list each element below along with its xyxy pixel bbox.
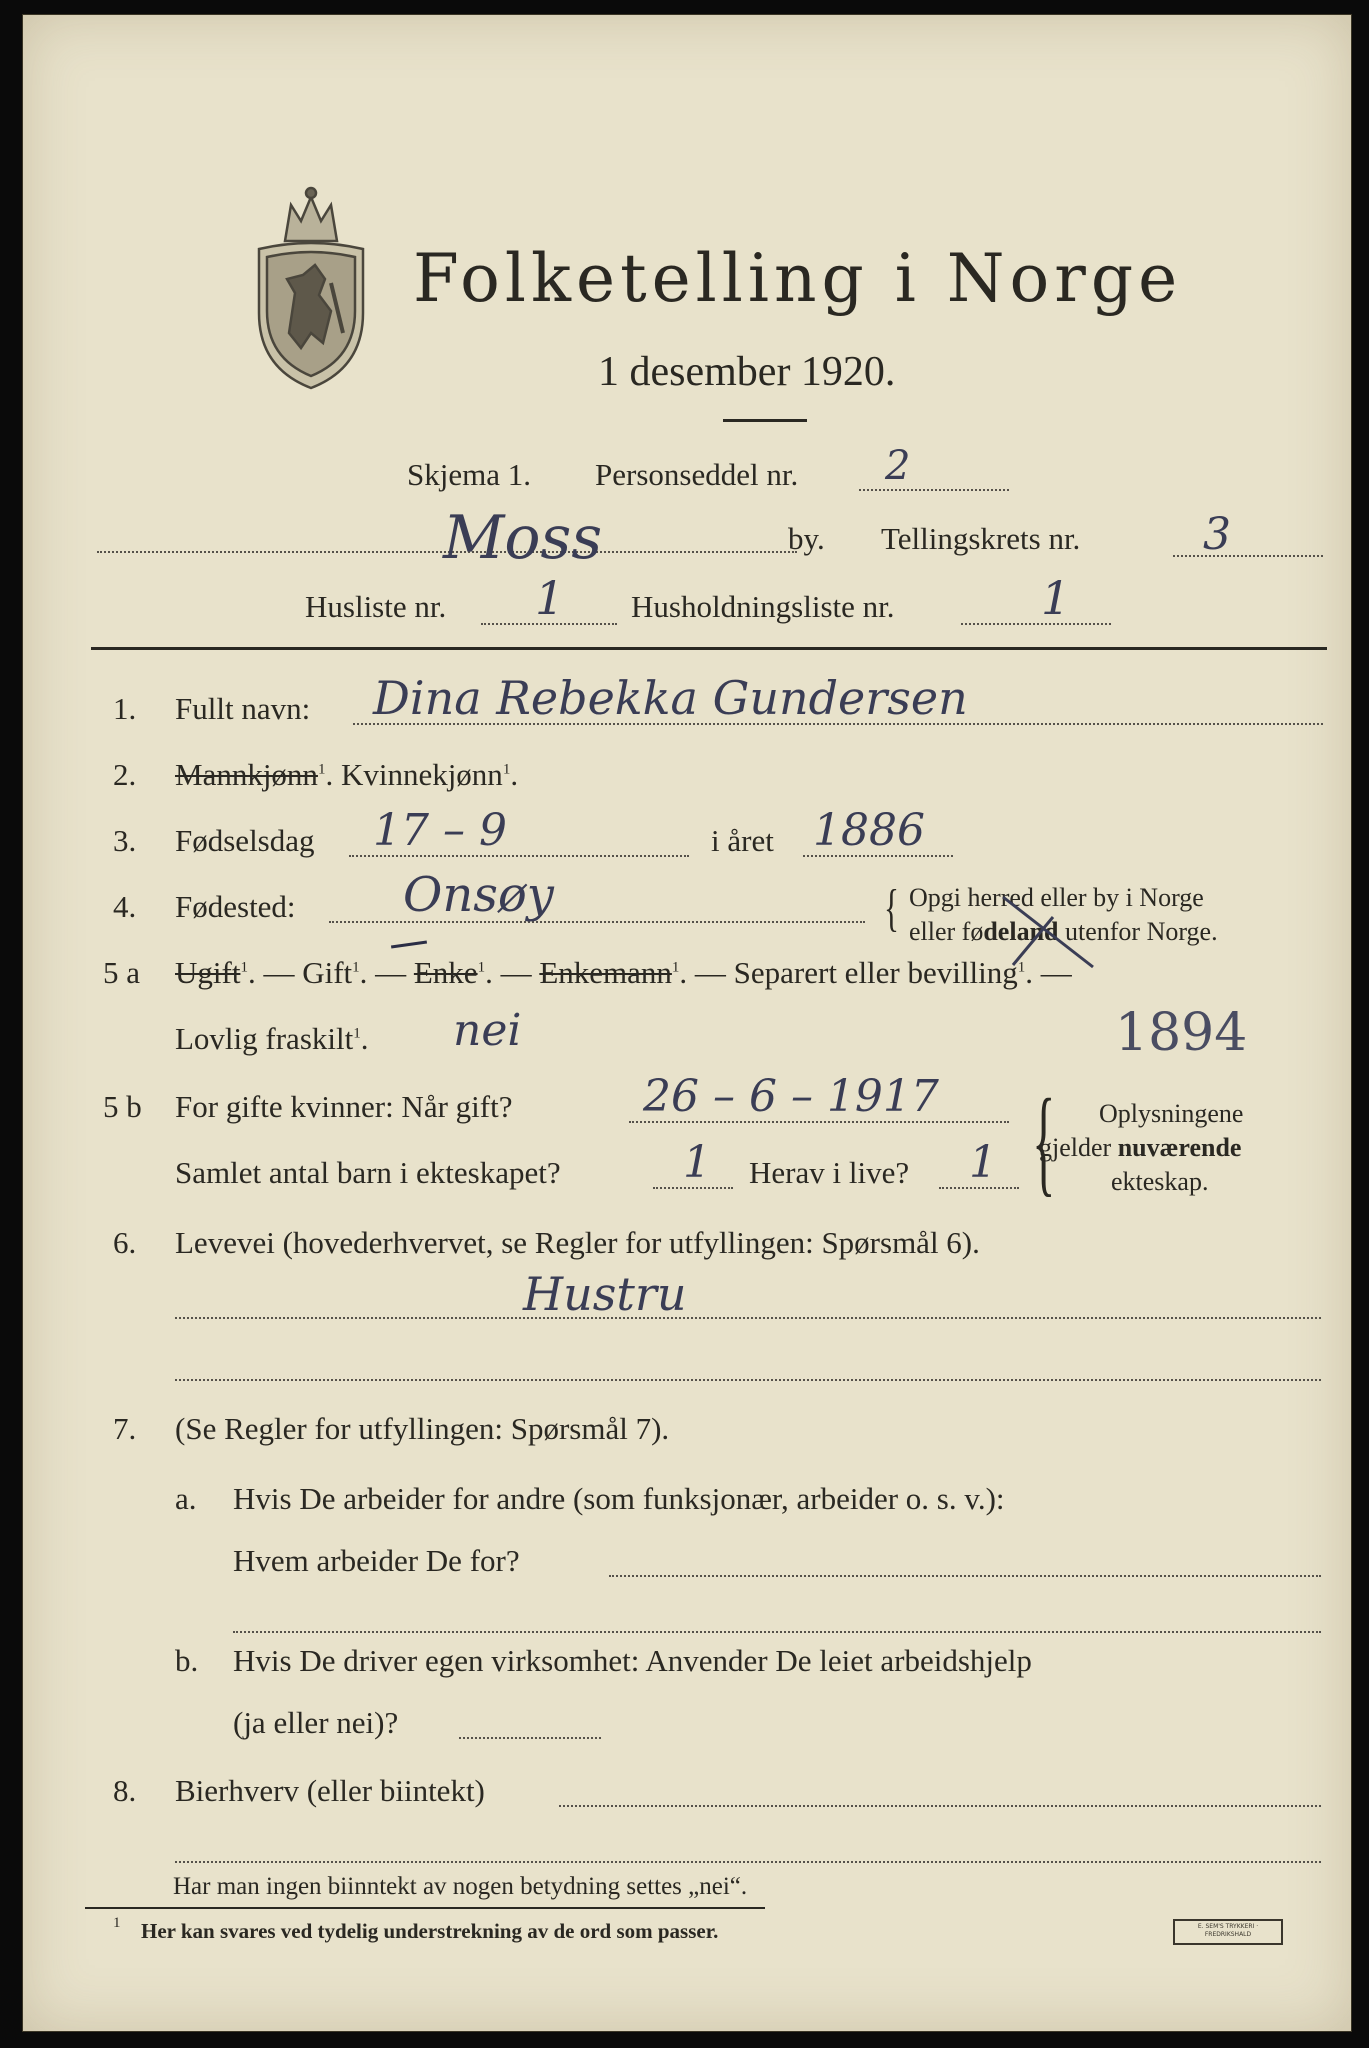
option-kvinnekjonn: Kvinnekjønn [340, 757, 503, 792]
footnote-ref: 1 [352, 959, 360, 976]
q5b-barn-label: Samlet antal barn i ekteskapet? [175, 1155, 561, 1190]
dash: — [375, 955, 407, 990]
norway-coat-of-arms-icon [245, 183, 377, 393]
footnote-ref: 1 [317, 761, 326, 778]
note-text: eller fø [909, 917, 984, 946]
nei-note: Har man ingen biinntekt av nogen betydning settes „nei“. [173, 1873, 748, 1900]
q2-line [175, 757, 518, 793]
footnote-ref: 1 [671, 959, 680, 976]
q5b-barn-value: 1 [683, 1137, 711, 1188]
q6-number: 6. [113, 1225, 137, 1260]
q7b-dotline [459, 1737, 601, 1739]
town-value: Moss [443, 503, 603, 573]
tellingskrets-label: Tellingskrets nr. [881, 521, 1081, 556]
personseddel-label: Personseddel nr. [595, 457, 799, 492]
q4-brace: { [883, 880, 899, 937]
dash: — [1040, 955, 1072, 990]
footnote-text: Her kan svares ved tydelig understrekning av de ord som passer. [141, 1919, 719, 1943]
tellingskrets-value: 3 [1203, 509, 1231, 560]
q3-value: 17 – 9 [373, 805, 507, 856]
option-mannkjonn: Mannkjønn [175, 757, 318, 792]
census-date: 1 desember 1920. [598, 349, 896, 395]
footnote-ref: 1 [240, 959, 248, 976]
q7b-letter: b. [175, 1643, 199, 1678]
husliste-label: Husliste nr. [305, 589, 447, 624]
note-bold-text: nuværende [1117, 1133, 1242, 1162]
q5b-note-line3: ekteskap. [1111, 1167, 1209, 1196]
title-divider [723, 419, 807, 422]
q5a-line: Ugift$^1$. — Gift$^1$. — Enke$^1$. — Enkemann$^1$. — Separert eller bevilling$^1$. — [175, 955, 1072, 990]
q8-label: Bierhverv (eller biintekt) [175, 1773, 485, 1808]
q6-dotline-2 [175, 1379, 1321, 1381]
q4-label: Fødested: [175, 889, 296, 924]
footnote-ref: 1 [502, 761, 511, 778]
q1-value: Dina Rebekka Gundersen [373, 671, 968, 725]
note-bold-text: deland [983, 917, 1059, 946]
gift-underline-mark [391, 941, 427, 949]
q4-number: 4. [113, 889, 137, 924]
fraskilt-value: nei [453, 1005, 522, 1056]
dash: — [694, 955, 726, 990]
dash: — [500, 955, 532, 990]
footnote-ref: 1 [477, 959, 486, 976]
q3-label: Fødselsdag [175, 823, 315, 858]
personseddel-value: 2 [885, 443, 911, 489]
option-separert: Separert eller bevilling [733, 955, 1018, 990]
husholdning-label: Husholdningsliste nr. [631, 589, 895, 624]
q5b-note-line1: Oplysningene [1099, 1099, 1244, 1128]
footnote-ref: 1 [353, 1025, 361, 1042]
q1-label: Fullt navn: [175, 691, 311, 726]
q7a-dotline-2 [233, 1631, 1321, 1633]
option-enke: Enke [413, 955, 478, 990]
q5b-live-value: 1 [969, 1137, 997, 1188]
q5b-live-label: Herav i live? [749, 1155, 910, 1190]
q7b-text2: (ja eller nei)? [233, 1705, 399, 1740]
q8-number: 8. [113, 1773, 137, 1808]
footnote-rule [85, 1907, 765, 1909]
header-rule [91, 647, 1327, 650]
q4-value: Onsøy [403, 867, 554, 923]
q8-dotline-2 [175, 1861, 1321, 1863]
q7a-text2: Hvem arbeider De for? [233, 1543, 520, 1578]
note-text: gjelder [1039, 1133, 1118, 1162]
q6-value: Hustru [523, 1267, 687, 1321]
year-annotation: 1894 [1115, 1003, 1248, 1063]
separator: . [325, 757, 334, 792]
by-label: by. [788, 521, 825, 556]
q7b-text: Hvis De driver egen virksomhet: Anvender De leiet arbeidshjelp [233, 1643, 1032, 1678]
printer-stamp [1173, 1919, 1283, 1945]
q5a-number: 5 a [103, 955, 141, 990]
q5b-gift-value: 26 – 6 – 1917 [643, 1071, 939, 1122]
personseddel-dotline [859, 489, 1009, 491]
q5b-note-line2 [1039, 1133, 1241, 1163]
q3-year-label: i året [711, 823, 774, 858]
q4-note-line1: Opgi herred eller by i Norge [909, 883, 1204, 912]
husliste-value: 1 [535, 571, 565, 625]
q7-number: 7. [113, 1411, 137, 1446]
q7-label: (Se Regler for utfyllingen: Spørsmål 7). [175, 1411, 670, 1446]
skjema-label: Skjema 1. [407, 457, 531, 492]
q1-number: 1. [113, 691, 137, 726]
note-text: utenfor Norge. [1058, 917, 1218, 946]
q6-label: Levevei (hovederhvervet, se Regler for utfyllingen: Spørsmål 6). [175, 1225, 980, 1260]
q5b-brace: { [1032, 1074, 1056, 1207]
q6-dotline-1 [175, 1317, 1321, 1319]
q5b-number: 5 b [103, 1089, 142, 1124]
q5b-label: For gifte kvinner: Når gift? [175, 1089, 513, 1124]
q5a-fraskilt: Lovlig fraskilt$^1$. [175, 1021, 369, 1056]
q2-number: 2. [113, 757, 137, 792]
option-enkemann: Enkemann [539, 955, 672, 990]
option-ugift: Ugift [175, 955, 241, 990]
separator: . [510, 757, 519, 792]
census-form [22, 14, 1352, 2032]
q7a-dotline-1 [609, 1575, 1321, 1577]
husholdning-value: 1 [1041, 571, 1071, 625]
tellingskrets-dotline [1173, 555, 1323, 557]
q7a-letter: a. [175, 1481, 197, 1516]
form-title: Folketelling i Norge [413, 240, 1183, 317]
husholdning-dotline [961, 623, 1111, 625]
option-gift: Gift [302, 955, 353, 990]
printer-stamp-text: E. SEM'S TRYKKERI · FREDRIKSHALD [1197, 1923, 1259, 1938]
option-fraskilt: Lovlig fraskilt [175, 1021, 354, 1056]
q8-dotline-1 [559, 1805, 1321, 1807]
footnote-mark: 1 [113, 1915, 121, 1931]
q3-number: 3. [113, 823, 137, 858]
q3-year-value: 1886 [813, 805, 925, 856]
footnote-ref: 1 [1017, 959, 1026, 976]
dash: — [263, 955, 295, 990]
q7a-text: Hvis De arbeider for andre (som funksjonær, arbeider o. s. v.): [233, 1481, 1005, 1516]
